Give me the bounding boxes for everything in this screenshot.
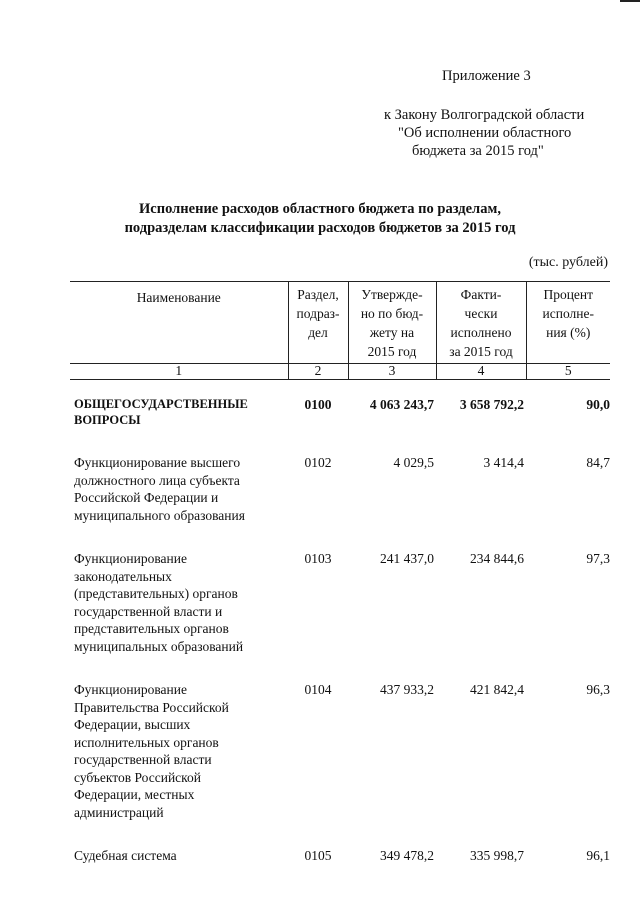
table-row bbox=[70, 847, 610, 865]
row-code: 0104 bbox=[304, 682, 332, 697]
row-approved: 241 437,0 bbox=[380, 551, 434, 566]
law-reference-line-2: "Об исполнении областного bbox=[398, 125, 572, 141]
document-title-line-1: Исполнение расходов областного бюджета по разделам, bbox=[139, 201, 501, 217]
row-actual: 3 658 792,2 bbox=[459, 397, 524, 412]
column-number: 2 bbox=[288, 364, 348, 380]
row-name: Функционирование законодательных (представительных) органов государственной власти и представительных органов муниципальных образований bbox=[74, 551, 244, 654]
column-number-row bbox=[70, 364, 610, 380]
row-percent: 97,3 bbox=[586, 551, 610, 566]
row-name: ОБЩЕГОСУДАРСТВЕННЫЕ ВОПРОСЫ bbox=[74, 397, 248, 427]
header-name: Наименование bbox=[70, 282, 288, 364]
row-approved: 437 933,2 bbox=[380, 682, 434, 697]
row-percent: 90,0 bbox=[586, 397, 610, 412]
row-percent: 96,3 bbox=[586, 682, 610, 697]
row-name: Функционирование Правительства Российской Федерации, высших исполнительных органов государственной власти субъектов Российской Федерации, местных администраций bbox=[74, 682, 229, 820]
row-name: Судебная система bbox=[74, 848, 177, 863]
row-actual: 421 842,4 bbox=[470, 682, 524, 697]
column-number: 4 bbox=[436, 364, 526, 380]
row-code: 0103 bbox=[304, 551, 332, 566]
law-reference-line-1: к Закону Волгоградской области bbox=[384, 107, 585, 123]
row-code: 0102 bbox=[304, 455, 332, 470]
column-number: 5 bbox=[526, 364, 610, 380]
table-row bbox=[70, 550, 610, 655]
row-actual: 335 998,7 bbox=[470, 848, 524, 863]
table-row bbox=[70, 396, 610, 428]
row-code: 0105 bbox=[304, 848, 332, 863]
units-label: (тыс. рублей) bbox=[528, 255, 608, 270]
row-code: 0100 bbox=[304, 397, 332, 412]
law-reference-line-3: бюджета за 2015 год" bbox=[412, 143, 544, 159]
appendix-label: Приложение 3 bbox=[442, 68, 531, 84]
row-percent: 84,7 bbox=[586, 455, 610, 470]
header-section: Раздел, подраз- дел bbox=[288, 282, 348, 364]
table-row bbox=[70, 681, 610, 821]
row-actual: 234 844,6 bbox=[470, 551, 524, 566]
document-title-line-2: подразделам классификации расходов бюджетов за 2015 год bbox=[124, 220, 516, 236]
table-row bbox=[70, 454, 610, 524]
header-actual: Факти- чески исполнено за 2015 год bbox=[436, 282, 526, 364]
row-approved: 4 063 243,7 bbox=[369, 397, 434, 412]
column-number: 1 bbox=[70, 364, 288, 380]
page-edge-mark bbox=[620, 0, 640, 2]
header-approved: Утвержде- но по бюд- жету на 2015 год bbox=[348, 282, 436, 364]
row-name: Функционирование высшего должностного лица субъекта Российской Федерации и муниципального образования bbox=[74, 455, 245, 523]
row-approved: 4 029,5 bbox=[393, 455, 434, 470]
row-percent: 96,1 bbox=[586, 848, 610, 863]
column-number: 3 bbox=[348, 364, 436, 380]
table-header-row bbox=[70, 282, 610, 364]
expenditure-table bbox=[70, 281, 610, 865]
header-percent: Процент исполне- ния (%) bbox=[526, 282, 610, 364]
row-approved: 349 478,2 bbox=[380, 848, 434, 863]
row-actual: 3 414,4 bbox=[483, 455, 524, 470]
